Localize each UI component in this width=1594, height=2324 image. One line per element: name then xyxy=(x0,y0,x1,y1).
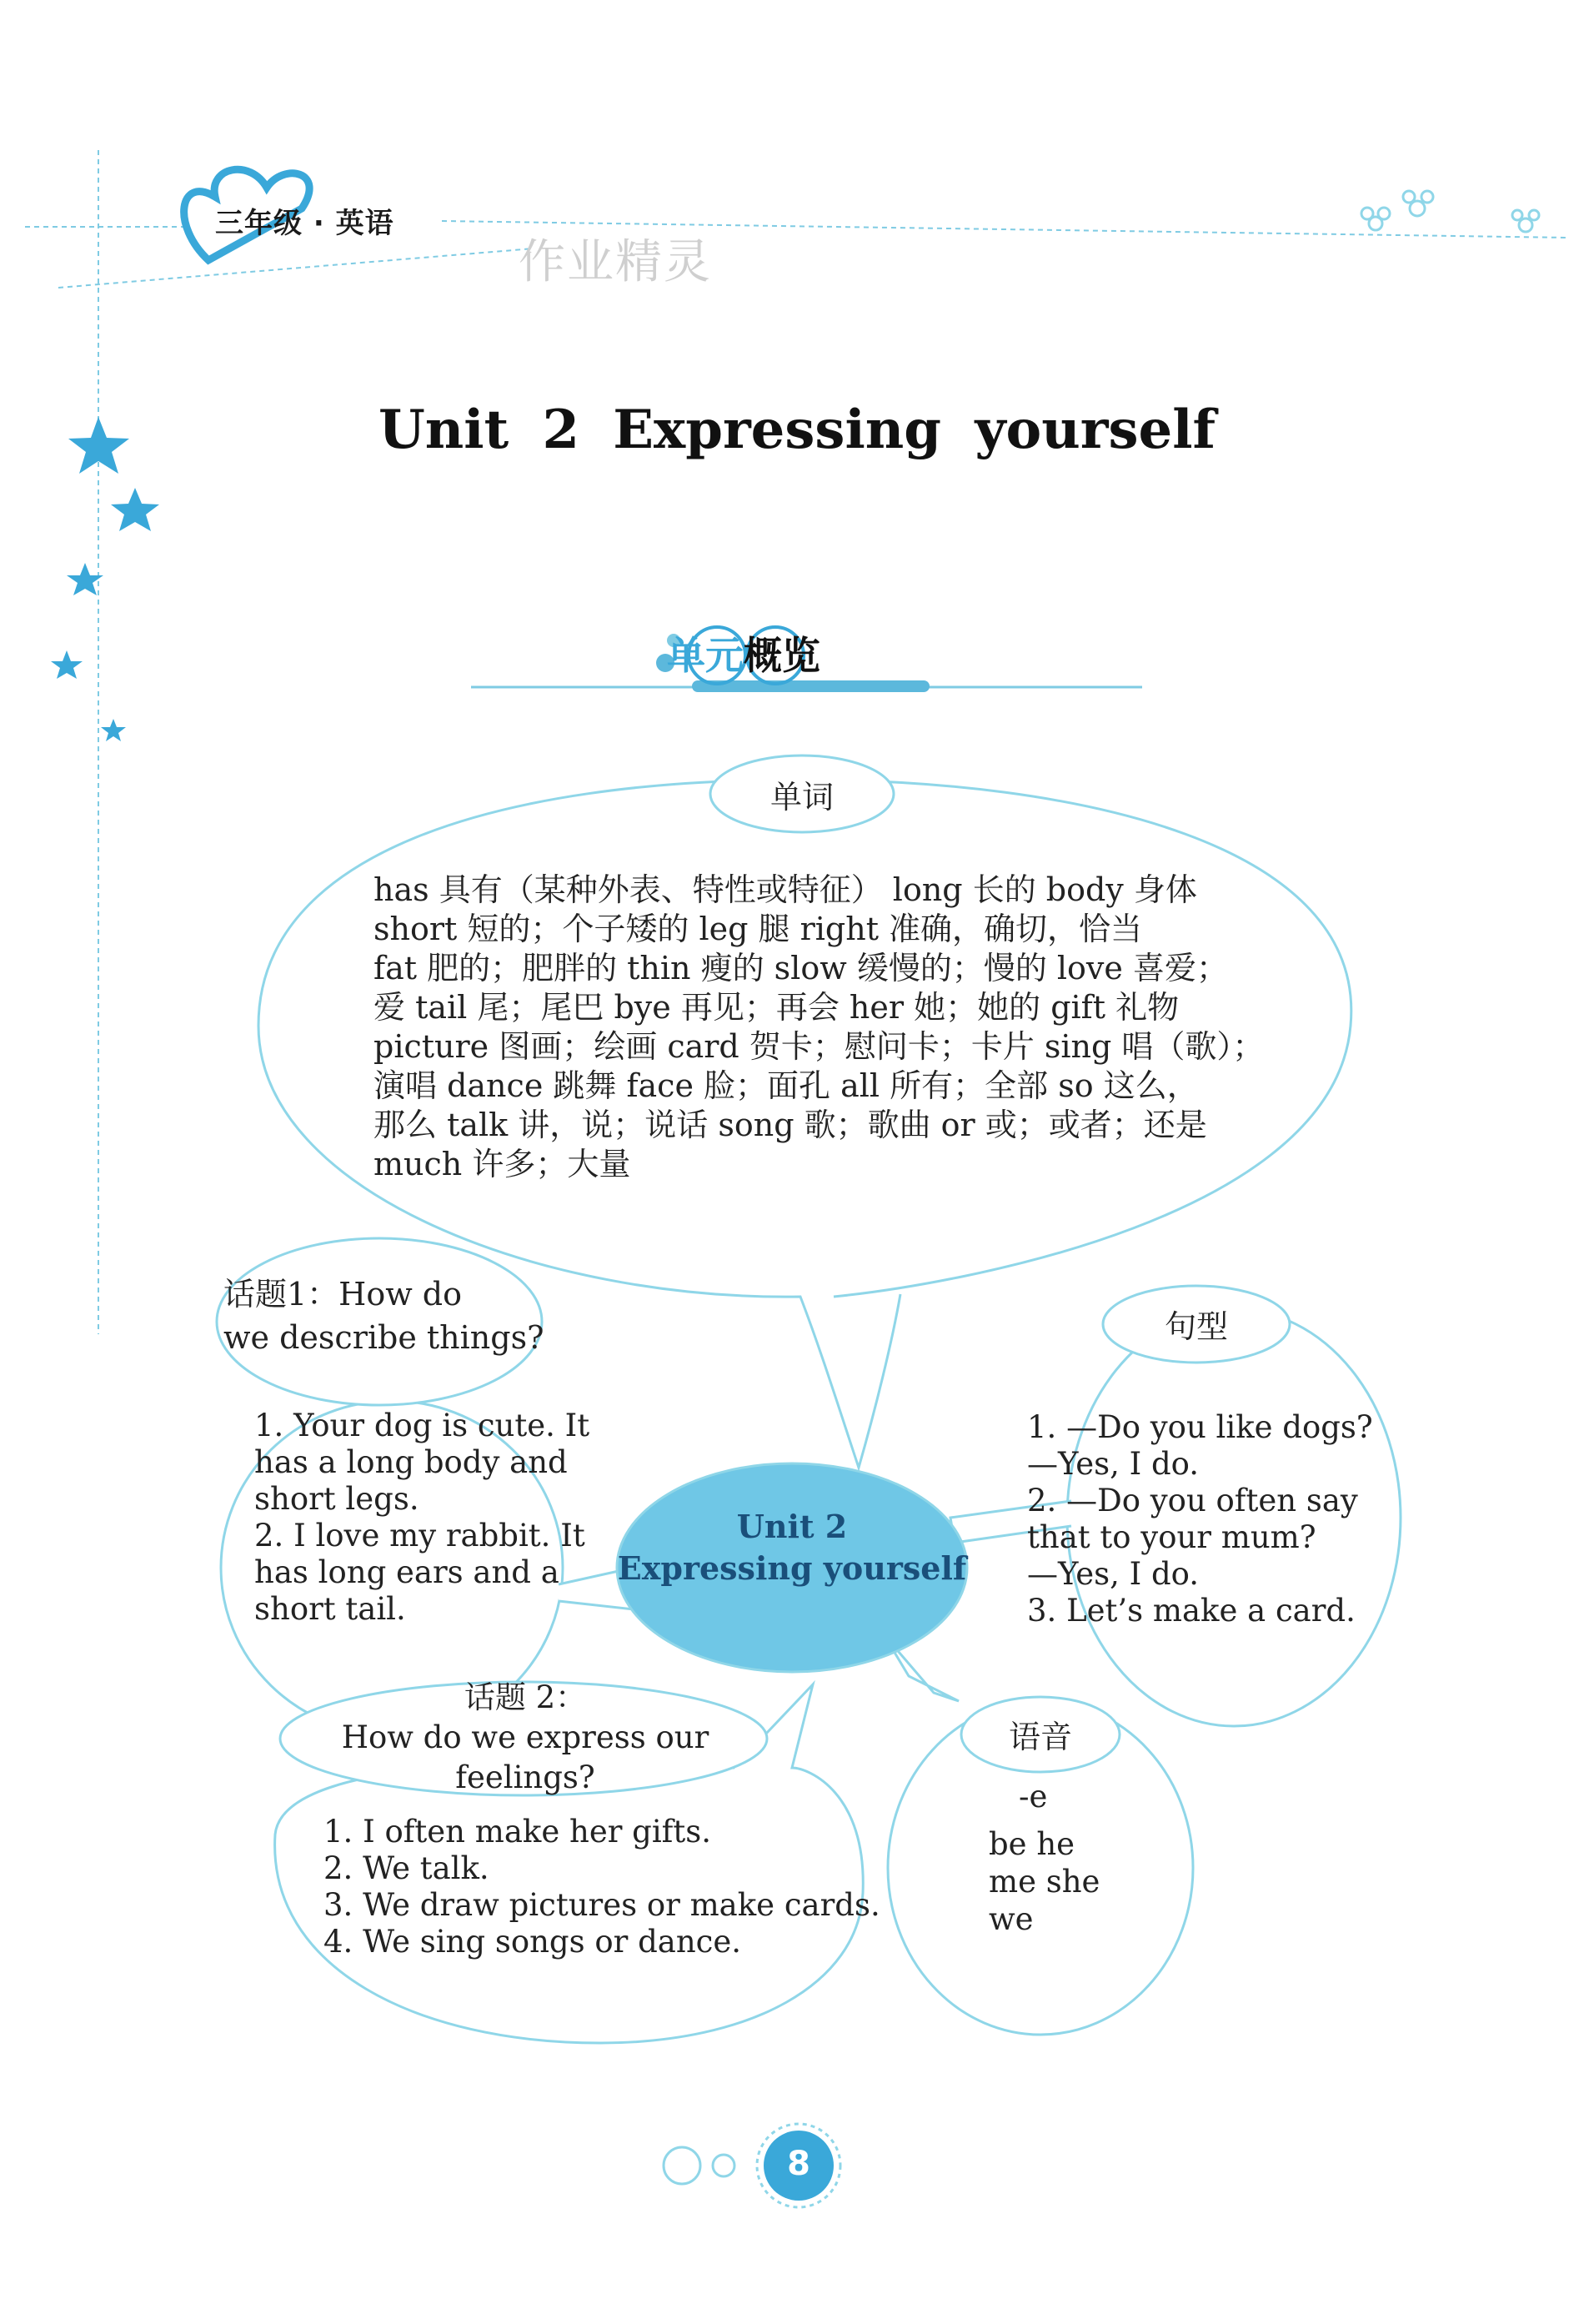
list-item: 4. We sing songs or dance. xyxy=(323,1924,742,1960)
phonics-content xyxy=(989,1778,1100,1938)
topic1-list xyxy=(254,1408,589,1628)
vocabulary-line: 演唱 dance 跳舞 face 脸；面孔 all 所有；全部 so 这么， xyxy=(373,1067,1199,1104)
vocabulary-line: 爱 tail 尾；尾巴 bye 再见；再会 her 她；她的 gift 礼物 xyxy=(373,989,1180,1026)
vocabulary-label: 单词 xyxy=(769,779,834,816)
vocabulary-list xyxy=(373,871,1332,1184)
list-item: 3. Let’s make a card. xyxy=(1027,1593,1356,1629)
list-item: 1. —Do you like dogs? xyxy=(1027,1409,1373,1445)
center-title-line: Unit 2 xyxy=(736,1508,848,1545)
watermark: 作业精灵 xyxy=(519,235,712,289)
list-item: has a long body and xyxy=(254,1444,568,1480)
topic1-label-line: we describe things? xyxy=(223,1319,544,1356)
section-title xyxy=(667,625,820,680)
star-icons xyxy=(51,417,159,741)
list-item: 2. I love my rabbit. It xyxy=(254,1518,585,1554)
phonics-word: be he xyxy=(989,1826,1075,1862)
sentence-list xyxy=(1027,1409,1373,1629)
list-item: 1. I often make her gifts. xyxy=(323,1814,711,1850)
topic2-label-line: 话题 2： xyxy=(464,1679,587,1715)
vocabulary-line: short 短的；个子矮的 leg 腿 right 准确，确切，恰当 xyxy=(373,911,1143,947)
list-item: 1. Your dog is cute. It xyxy=(254,1408,590,1443)
sentence-label: 句型 xyxy=(1164,1308,1228,1345)
list-item: —Yes, I do. xyxy=(1027,1446,1200,1482)
topic2-label-line: How do we express our feelings? xyxy=(341,1719,709,1795)
page-title: Unit 2 Expressing yourself xyxy=(378,399,1216,461)
page-number: 8 xyxy=(787,2145,810,2183)
phonics-label: 语音 xyxy=(1008,1719,1072,1755)
vocabulary-line: has 具有（某种外表、特性或特征） long 长的 body 身体 xyxy=(373,871,1197,908)
grade-subject-label: 三年级 · 英语 xyxy=(215,207,394,240)
center-title-line: Expressing yourself xyxy=(617,1549,967,1587)
center-node-title xyxy=(617,1506,967,1589)
topic1-label-line: 话题1：How do xyxy=(223,1276,463,1313)
list-item: short legs. xyxy=(254,1481,419,1517)
vocabulary-line: fat 肥的；肥胖的 thin 瘦的 slow 缓慢的；慢的 love 喜爱； xyxy=(373,950,1228,986)
list-item: 3. We draw pictures or make cards. xyxy=(323,1887,880,1923)
header-dash-lower xyxy=(58,248,534,288)
list-item: —Yes, I do. xyxy=(1027,1556,1200,1592)
phonics-word: me she xyxy=(989,1864,1100,1900)
list-item: short tail. xyxy=(254,1591,406,1627)
page-deco-circle-2 xyxy=(713,2155,734,2176)
list-item: has long ears and a xyxy=(254,1554,559,1590)
list-item: that to your mum? xyxy=(1027,1519,1316,1555)
topic1-label xyxy=(223,1272,544,1359)
list-item: 2. —Do you often say xyxy=(1027,1483,1358,1518)
section-title-highlight: 单元 xyxy=(667,633,744,678)
vocabulary-line: 那么 talk 讲，说；说话 song 歌；歌曲 or 或；或者；还是 xyxy=(373,1107,1207,1143)
page-deco-circle-1 xyxy=(664,2147,700,2184)
list-item: 2. We talk. xyxy=(323,1850,489,1886)
vocabulary-line: much 许多；大量 xyxy=(373,1146,631,1182)
phonics-sound: -e xyxy=(1019,1779,1048,1815)
topic2-label xyxy=(283,1678,767,1798)
vocabulary-line: picture 图画；绘画 card 贺卡；慰问卡；卡片 sing 唱（歌）； xyxy=(373,1028,1265,1065)
topic2-list xyxy=(323,1814,880,1960)
phonics-word: we xyxy=(989,1901,1034,1937)
section-title-rest: 概览 xyxy=(744,633,820,678)
flower-icons xyxy=(1361,191,1539,232)
